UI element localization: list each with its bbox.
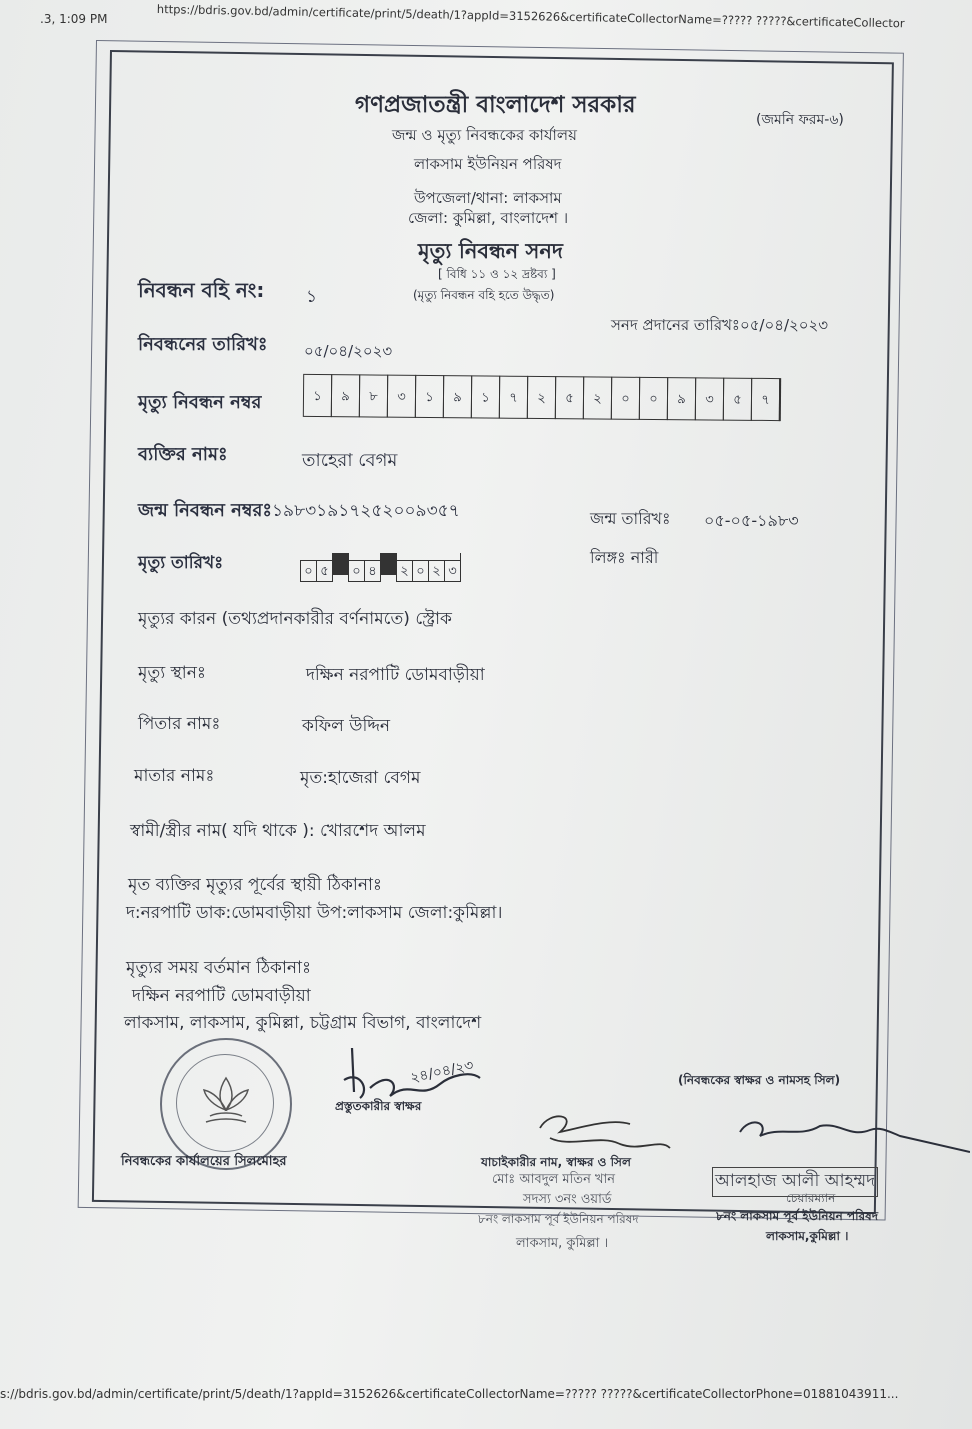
gender-label: লিঙ্গঃ [590,548,626,567]
gender: নারী [630,548,659,567]
reg-no-digit: ৭ [499,376,528,419]
reg-no-digit: ৯ [667,377,696,420]
verifier-title: সদস্য ৩নং ওয়ার্ড [523,1192,612,1207]
death-date-digit: ২ [428,560,445,582]
perm-addr: দ:নরপাটি ডাক:ডোমবাড়ীয়া উপ:লাকসাম জেলা:কুমিল্লা। [126,903,503,923]
date-separator-box [332,553,349,575]
mother-name: মৃত:হাজেরা বেগম [300,768,421,788]
verifier-union: ৮নং লাকসাম পূর্ব ইউনিয়ন পরিষদ [478,1212,639,1226]
registrar-sign-label: (নিবন্ধকের স্বাক্ষর ও নামসহ সিল) [678,1073,841,1087]
reg-no-digit: ৯ [443,375,472,418]
verifier-label: যাচাইকারীর নাম, স্বাক্ষর ও সিল [481,1155,631,1169]
death-date-boxes [300,553,461,582]
death-date-digit: ২ [396,560,413,582]
cause-row [138,606,452,634]
perm-addr-label: মৃত ব্যক্তির মৃত্যুর পূর্বের স্থায়ী ঠিকানাঃ [128,875,382,895]
cause: স্ট্রোক [415,609,452,629]
death-date-digit: ৫ [316,560,333,582]
cause-label: মৃত্যুর কারন (তথ্যপ্রদানকারীর বর্ণনামতে) [138,609,410,629]
reg-no-digit: ১ [471,375,500,418]
spouse-name: খোরশেদ আলম [320,821,426,841]
upazila: উপজেলা/থানা: লাকসাম [414,189,562,207]
curr-addr-1: দক্ষিন নরপাটি ডোমবাড়ীয়া [132,986,311,1006]
reg-no-digit: ১ [415,375,444,418]
reg-no-digit: ০ [639,377,668,420]
water-lily-emblem-icon [196,1070,256,1130]
date-separator-box [380,553,397,575]
deceased-name: তাহেরা বেগম [302,450,398,471]
office-seal [160,1038,292,1170]
rule-note: [ বিধি ১১ ও ১২ দ্রষ্টব্য ] [438,267,556,281]
issue-date-row [611,314,828,339]
reg-no-boxes [303,374,781,421]
reg-no-digit: ৫ [723,378,752,421]
issue-date: ০৫/০৪/২০২৩ [739,316,829,334]
verifier-place: লাকসাম, কুমিল্লা । [516,1236,609,1251]
death-place: দক্ষিন নরপাটি ডোমবাড়ীয়া [306,665,485,685]
reg-no-digit: ২ [527,376,556,419]
reg-no-digit: ৯ [331,374,360,417]
father-name: কফিল উদ্দিন [302,716,391,736]
preparer-label: প্রস্তুতকারীর স্বাক্ষর [335,1099,422,1113]
birth-reg-no: ১৯৮৩১৯১৭২৫২০০৯৩৫৭ [272,501,460,521]
book-note: (মৃত্যু নিবন্ধন বহি হতে উদ্ধৃত) [413,288,555,302]
chairman-union: ৮নং লাকসাম পূর্ব ইউনিয়ন পরিষদ [716,1209,879,1223]
preparer-sign-text: ২৪/০৪/২৩ [409,1057,475,1087]
print-url-top: https://bdris.gov.bd/admin/certificate/print/5/death/1?appId=3152626&certificateCollectorName=????? ?????&certificateCollector [156,2,905,31]
father-label: পিতার নামঃ [138,714,221,734]
spouse-row [130,818,426,846]
document-title: মৃত্যু নিবন্ধন সনদ [418,239,563,263]
reg-no-digit: ৩ [695,377,724,420]
reg-no-digit: ০ [611,377,640,420]
chairman-title: চেয়ারম্যান [786,1191,836,1205]
chairman-name: আলহাজ আলী আহম্মদ [712,1167,878,1197]
name-label: ব্যক্তির নামঃ [138,444,228,465]
curr-addr-label: মৃত্যুর সময় বর্তমান ঠিকানাঃ [126,958,312,978]
reg-date-label: নিবন্ধনের তারিখঃ [138,334,268,355]
verifier-name: মোঃ আবদুল মতিন খান [492,1172,616,1187]
mother-label: মাতার নামঃ [134,766,215,786]
death-date-digit: ০ [300,560,317,582]
reg-no-label: মৃত্যু নিবন্ধন নম্বর [138,392,262,413]
chairman-signature [730,1112,970,1172]
dob-label: জন্ম তারিখঃ [590,509,671,528]
reg-no-digit: ২ [583,376,612,419]
print-url-bottom: s://bdris.gov.bd/admin/certificate/print/5/death/1?appId=3152626&certificateCollectorName=????? ?????&certificateCollectorPhone=01881043911... [0,1387,899,1401]
book-no: ১ [306,287,318,307]
issue-date-label: সনদ প্রদানের তারিখঃ [611,316,740,334]
birth-reg-row [138,496,460,527]
gender-row [590,545,658,572]
reg-no-digit: ১ [303,374,332,417]
death-date-digit: ০ [348,560,365,582]
govt-title: গণপ্রজাতন্ত্রী বাংলাদেশ সরকার [355,92,636,118]
reg-date: ০৫/০৪/২০২৩ [304,342,393,360]
reg-no-digit: ৭ [751,378,780,421]
place-label: মৃত্যু স্থানঃ [138,663,206,683]
death-date-label: মৃত্যু তারিখঃ [138,553,224,573]
death-date-digit: ৩ [444,560,461,582]
reg-no-digit: ৮ [359,374,388,417]
book-no-label: নিবন্ধন বহি নং: [138,278,265,302]
office-name: জন্ম ও মৃত্যু নিবন্ধকের কার্যালয় [392,126,577,144]
chairman-place: লাকসাম,কুমিল্লা । [766,1229,849,1243]
print-time: .3, 1:09 PM [40,12,108,26]
birth-reg-label: জন্ম নিবন্ধন নম্বরঃ [138,500,273,521]
reg-no-digit: ৫ [555,376,584,419]
office-seal-label: নিবন্ধকের কার্যালয়ের সিলমোহর [121,1154,287,1169]
union-name: লাকসাম ইউনিয়ন পরিষদ [414,155,562,173]
death-date-digit: ০ [412,560,429,582]
reg-no-digit: ৩ [387,375,416,418]
spouse-label: স্বামী/স্ত্রীর নাম( যদি থাকে ): [130,821,315,841]
form-number: (জমনি ফরম-৬) [756,112,844,128]
district: জেলা: কুমিল্লা, বাংলাদেশ । [408,209,569,227]
death-date-digit: ৪ [364,560,381,582]
curr-addr-2: লাকসাম, লাকসাম, কুমিল্লা, চট্টগ্রাম বিভাগ, বাংলাদেশ [124,1013,482,1033]
dob: ০৫-০৫-১৯৮৩ [704,511,799,530]
